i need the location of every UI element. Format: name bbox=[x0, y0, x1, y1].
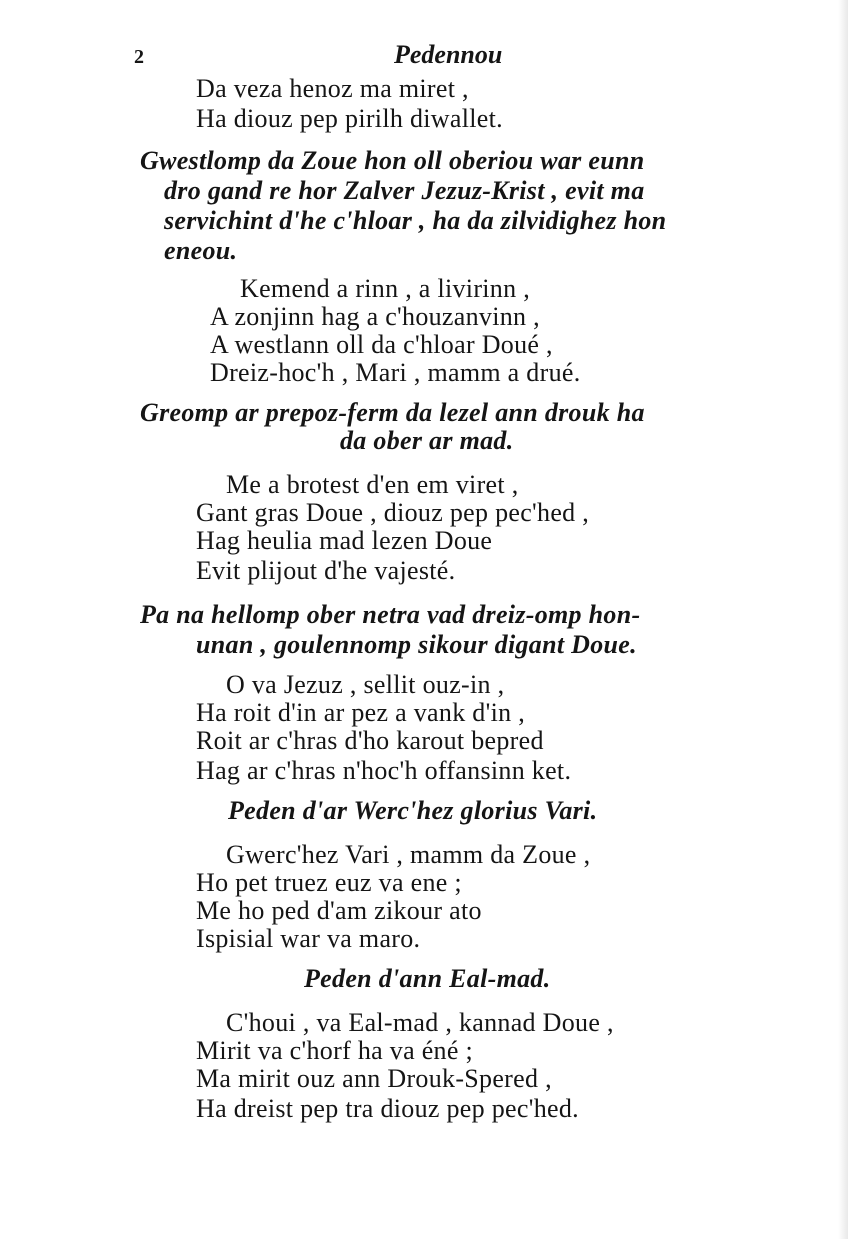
verse-line: Ha diouz pep pirilh diwallet. bbox=[196, 104, 503, 133]
verse-line: Ha roit d'in ar pez a vank d'in , bbox=[196, 698, 525, 727]
verse-line: Da veza henoz ma miret , bbox=[196, 74, 469, 103]
verse-line: Roit ar c'hras d'ho karout bepred bbox=[196, 726, 544, 755]
page-header bbox=[134, 38, 694, 74]
rubric-line: servichint d'he c'hloar , ha da zilvidighez hon bbox=[164, 206, 667, 235]
verse-line: Gant gras Doue , diouz pep pec'hed , bbox=[196, 498, 590, 527]
verse-line: C'houi , va Eal-mad , kannad Doue , bbox=[226, 1008, 614, 1037]
verse-line: Dreiz-hoc'h , Mari , mamm a drué. bbox=[210, 358, 581, 387]
verse-line: Ispisial war va maro. bbox=[196, 924, 421, 953]
rubric-line: unan , goulennomp sikour digant Doue. bbox=[196, 630, 637, 659]
verse-line: O va Jezuz , sellit ouz-in , bbox=[226, 670, 505, 699]
verse-line: Mirit va c'horf ha va éné ; bbox=[196, 1036, 474, 1065]
verse-line: Kemend a rinn , a livirinn , bbox=[240, 274, 530, 303]
prayer-heading: Peden d'ann Eal-mad. bbox=[304, 964, 551, 993]
rubric-line: da ober ar mad. bbox=[340, 426, 514, 455]
rubric-line: Pa na hellomp ober netra vad dreiz-omp hon- bbox=[140, 600, 641, 629]
verse-line: A westlann oll da c'hloar Doué , bbox=[210, 330, 553, 359]
verse-line: Ha dreist pep tra diouz pep pec'hed. bbox=[196, 1094, 579, 1123]
rubric-line: Greomp ar prepoz-ferm da lezel ann drouk ha bbox=[140, 398, 645, 427]
rubric-line: eneou. bbox=[164, 236, 238, 265]
verse-line: Hag ar c'hras n'hoc'h offansinn ket. bbox=[196, 756, 572, 785]
rubric-line: Gwestlomp da Zoue hon oll oberiou war eunn bbox=[140, 146, 645, 175]
verse-line: Evit plijout d'he vajesté. bbox=[196, 556, 456, 585]
verse-line: A zonjinn hag a c'houzanvinn , bbox=[210, 302, 540, 331]
prayer-heading: Peden d'ar Werc'hez glorius Vari. bbox=[228, 796, 598, 825]
verse-line: Gwerc'hez Vari , mamm da Zoue , bbox=[226, 840, 591, 869]
running-head: Pedennou bbox=[394, 40, 503, 69]
verse-line: Ma mirit ouz ann Drouk-Spered , bbox=[196, 1064, 552, 1093]
rubric-line: dro gand re hor Zalver Jezuz-Krist , evit ma bbox=[164, 176, 645, 205]
verse-line: Ho pet truez euz va ene ; bbox=[196, 868, 462, 897]
verse-line: Me ho ped d'am zikour ato bbox=[196, 896, 482, 925]
verse-line: Me a brotest d'en em viret , bbox=[226, 470, 519, 499]
page-number: 2 bbox=[134, 46, 144, 68]
verse-line: Hag heulia mad lezen Doue bbox=[196, 526, 493, 555]
